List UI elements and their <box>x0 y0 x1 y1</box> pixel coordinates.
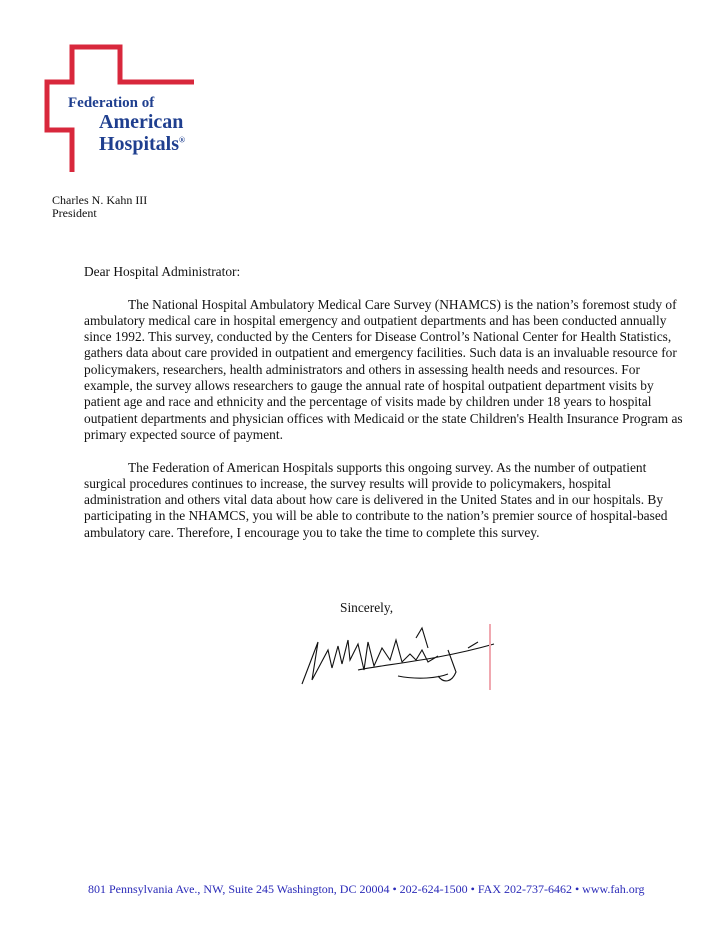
closing: Sincerely, <box>340 600 394 615</box>
registered-mark: ® <box>179 135 186 145</box>
fah-logo <box>44 44 196 172</box>
sender-name: Charles N. Kahn III <box>52 193 148 207</box>
logo-line-1: Federation of <box>68 95 155 111</box>
handwritten-signature-icon <box>298 620 498 692</box>
signature-edge-bar <box>489 624 491 690</box>
letter-body <box>84 264 684 557</box>
logo-line-3-text: Hospitals <box>99 133 180 155</box>
salutation: Dear Hospital Administrator: <box>84 264 241 279</box>
sender-block <box>52 194 147 220</box>
paragraph-1: The National Hospital Ambulatory Medical Care Survey (NHAMCS) is the nation’s foremost study of ambulatory medical care in hospital emergency and outpatient departments and has been conducted annually since 1992. This survey, conducted by the Centers for Disease Control’s National Center for Health Statistics, gathers data about care provided in outpatient and emergency facilities. Such data is an invaluable resource for policymakers, researchers, health administrators and others in assessing health needs and resources. For example, the survey allows researchers to gauge the annual rate of hospital outpatient department visits by patient age and race and ethnicity and the percentage of visits made by children under 18 years to hospital outpatient departments and physician offices with Medicaid or the state Children's Health Insurance Program as primary expected source of payment. <box>84 296 683 442</box>
logo-line-2: American <box>99 111 184 133</box>
paragraph-2: The Federation of American Hospitals supports this ongoing survey. As the number of outpatient surgical procedures continues to increase, the survey results will provide to policymakers, hospital administration and others vital data about how care is delivered in the United States and in our hospitals. By participating in the NHAMCS, you will be able to contribute to the nation’s premier source of hospital-based ambulatory care. Therefore, I encourage you to take the time to complete this survey. <box>84 459 668 540</box>
footer-address: 801 Pennsylvania Ave., NW, Suite 245 Washington, DC 20004 • 202-624-1500 • FAX 202-737-6462 • www.fah.org <box>88 882 645 896</box>
logo-line-3 <box>99 133 185 156</box>
sender-title: President <box>52 206 97 220</box>
